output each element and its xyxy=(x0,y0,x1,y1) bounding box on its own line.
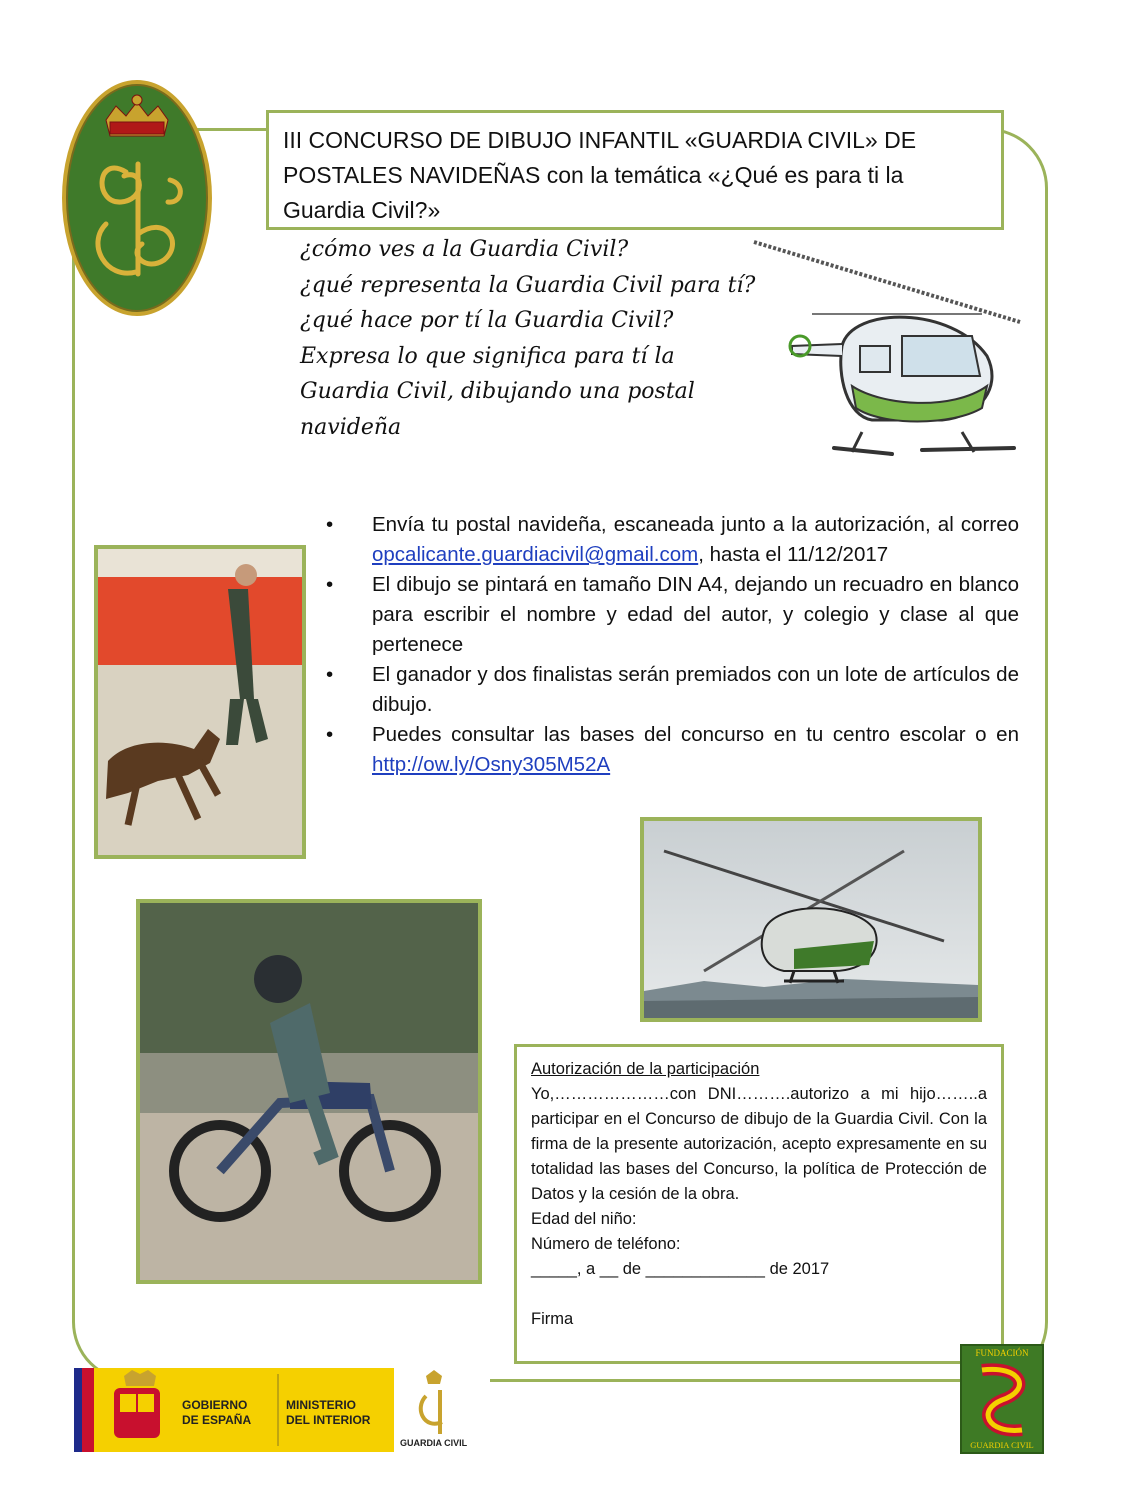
ministerio-label-2: DEL INTERIOR xyxy=(286,1413,371,1427)
gobierno-label-1: GOBIERNO xyxy=(182,1398,248,1412)
gobierno-label-2: DE ESPAÑA xyxy=(182,1413,252,1427)
rule-1-date: , hasta el 11/12/2017 xyxy=(698,543,889,566)
email-link[interactable]: opcalicante.guardiacivil@gmail.com xyxy=(372,543,699,566)
phone-field: Número de teléfono: xyxy=(531,1235,681,1253)
government-logos xyxy=(74,1368,490,1452)
photo-helicopter xyxy=(640,817,982,1022)
rule-1-text: Envía tu postal navideña, escaneada junto a la autorización, al correo xyxy=(372,513,1019,536)
rule-item xyxy=(322,570,1019,660)
questions-block xyxy=(300,232,770,445)
rules-list xyxy=(322,510,1019,780)
fundacion-guardia-civil-logo xyxy=(960,1344,1044,1454)
fundacion-gc-label: GUARDIA CIVIL xyxy=(970,1440,1034,1450)
rule-item xyxy=(322,720,1019,780)
bullet-icon: • xyxy=(326,663,334,686)
rule-item xyxy=(322,660,1019,720)
question-4: Expresa lo que significa para tí la Guardia Civil, dibujando una postal navideña xyxy=(300,343,695,440)
rule-2-text: El dibujo se pintará en tamaño DIN A4, dejando un recuadro en blanco para escribir el nombre y edad del autor, y colegio y clase al que pertenece xyxy=(372,573,1019,656)
rule-3-text: El ganador y dos finalistas serán premiados con un lote de artículos de dibujo. xyxy=(372,663,1019,716)
ministerio-label-1: MINISTERIO xyxy=(286,1398,357,1412)
question-1: ¿cómo ves a la Guardia Civil? xyxy=(300,237,629,262)
fundacion-label: FUNDACIÓN xyxy=(975,1348,1029,1358)
rule-item xyxy=(322,510,1019,570)
bullet-icon: • xyxy=(326,513,334,536)
contest-title: III CONCURSO DE DIBUJO INFANTIL «GUARDIA CIVIL» DE POSTALES NAVIDEÑAS con la temática «¿Qué es para ti la Guardia Civil?» xyxy=(266,110,1004,230)
date-line: _____, a __ de _____________ de 2017 xyxy=(531,1260,830,1278)
guardia-civil-emblem xyxy=(62,80,212,316)
guardia-civil-label: GUARDIA CIVIL xyxy=(400,1438,468,1448)
rule-4-text: Puedes consultar las bases del concurso en tu centro escolar o en xyxy=(372,723,1019,746)
photo-dog-handler xyxy=(94,545,306,859)
authorization-body: Yo,…………………con DNI……….autorizo a mi hijo……..a participar en el Concurso de dibujo de la Guardia Civil. Con la firma de la presente autorización, acepto expresamente en su totalidad las bases del Concurso, la política de Protección de Datos y la cesión de la obra. xyxy=(531,1085,987,1203)
helicopter-drawing xyxy=(752,236,1022,472)
child-age-field: Edad del niño: xyxy=(531,1210,637,1228)
signature-label: Firma xyxy=(531,1310,574,1328)
bullet-icon: • xyxy=(326,573,334,596)
bullet-icon: • xyxy=(326,723,334,746)
bases-link[interactable]: http://ow.ly/Osny305M52A xyxy=(372,753,611,776)
question-3: ¿qué hace por tí la Guardia Civil? xyxy=(300,308,674,333)
question-2: ¿qué representa la Guardia Civil para tí? xyxy=(300,272,756,298)
authorization-title: Autorización de la participación xyxy=(531,1060,760,1078)
authorization-form xyxy=(514,1044,1004,1364)
photo-motorcycle xyxy=(136,899,482,1284)
